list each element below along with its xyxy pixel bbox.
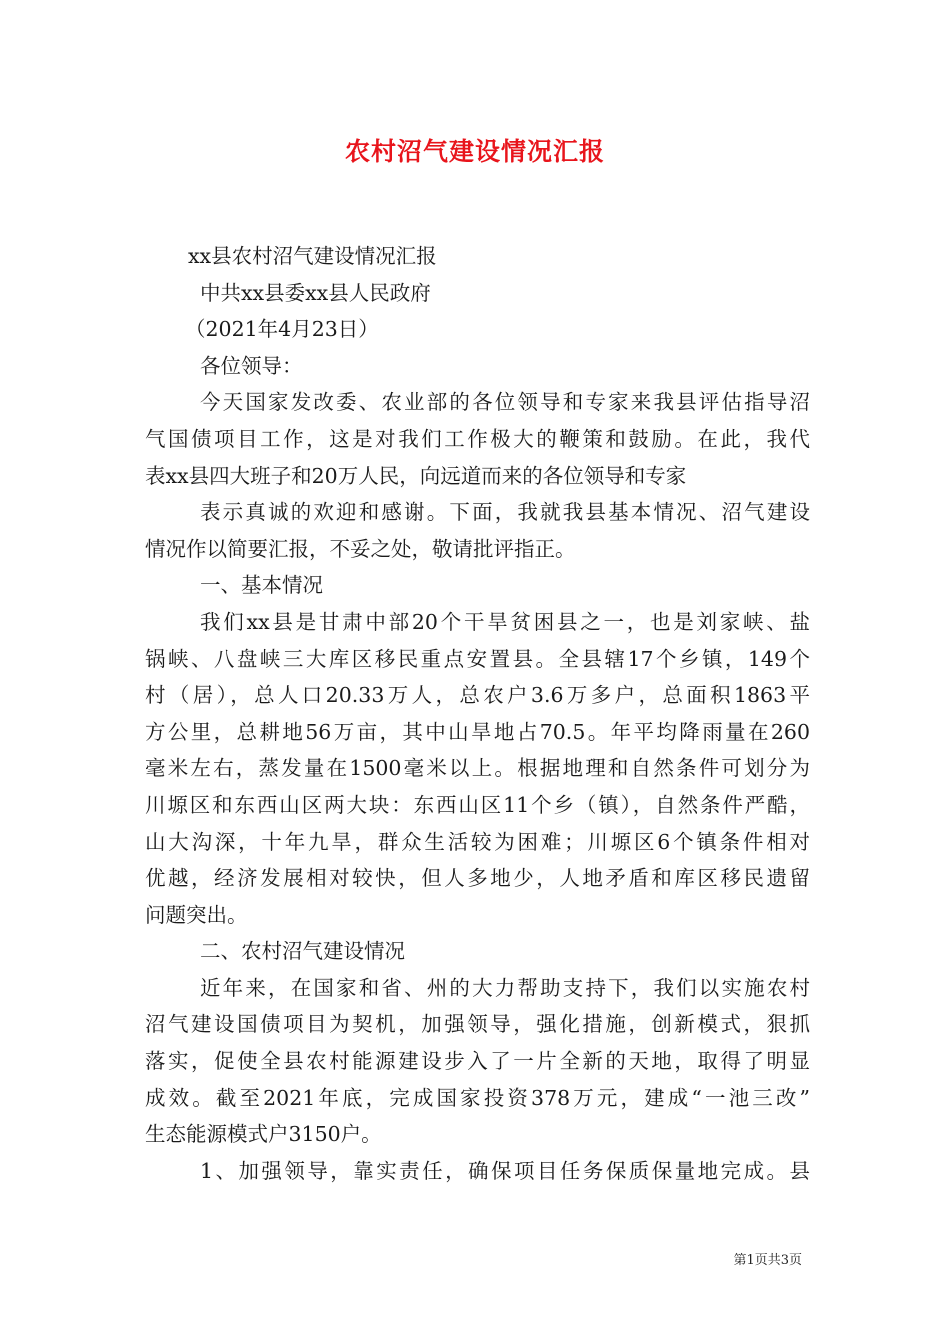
paragraph-line: 山大沟深，十年九旱，群众生活较为困难；川塬区6个镇条件相对 — [145, 829, 810, 854]
section-heading: 一、基本情况 — [200, 573, 323, 598]
paragraph-line: 优越，经济发展相对较快，但人多地少，人地矛盾和库区移民遗留 — [145, 866, 810, 891]
paragraph-line: 成效。截至2021年底，完成国家投资378万元，建成“一池三改” — [145, 1085, 810, 1110]
salutation: 各位领导： — [200, 353, 303, 378]
paragraph-line: 沼气建设国债项目为契机，加强领导，强化措施，创新模式，狠抓 — [145, 1012, 810, 1037]
document-body — [145, 238, 810, 1189]
document-title: 农村沼气建设情况汇报 — [344, 137, 605, 166]
paragraph-line: 村（居），总人口20.33万人，总农户3.6万多户，总面积1863平 — [145, 683, 810, 708]
paragraph-line: 生态能源模式户3150户。 — [145, 1122, 382, 1147]
paragraph-line: 锅峡、八盘峡三大库区移民重点安置县。全县辖17个乡镇，149个 — [145, 646, 810, 671]
paragraph-line: 川塬区和东西山区两大块：东西山区11个乡（镇），自然条件严酷， — [145, 792, 810, 817]
paragraph-line: 问题突出。 — [145, 902, 248, 927]
paragraph-line: 表xx县四大班子和20万人民，向远道而来的各位领导和专家 — [145, 463, 687, 488]
date-line: （2021年4月23日） — [185, 317, 379, 342]
paragraph-line: 1、加强领导，靠实责任，确保项目任务保质保量地完成。县 — [200, 1158, 810, 1183]
paragraph-line: 近年来，在国家和省、州的大力帮助支持下，我们以实施农村 — [200, 975, 810, 1000]
paragraph-line: 我们xx县是甘肃中部20个干旱贫困县之一，也是刘家峡、盐 — [200, 609, 810, 634]
paragraph-line: 气国债项目工作，这是对我们工作极大的鞭策和鼓励。在此，我代 — [145, 426, 810, 451]
section-heading: 二、农村沼气建设情况 — [200, 939, 405, 964]
report-heading: xx县农村沼气建设情况汇报 — [188, 244, 437, 268]
paragraph-line: 表示真诚的欢迎和感谢。下面，我就我县基本情况、沼气建设 — [200, 500, 810, 525]
paragraph-line: 方公里，总耕地56万亩，其中山旱地占70.5。年平均降雨量在260 — [145, 719, 810, 744]
issuer-line: 中共xx县委xx县人民政府 — [200, 280, 431, 305]
page-number: 第1页共3页 — [733, 1253, 802, 1268]
paragraph-line: 毫米左右，蒸发量在1500毫米以上。根据地理和自然条件可划分为 — [145, 756, 810, 781]
paragraph-line: 今天国家发改委、农业部的各位领导和专家来我县评估指导沼 — [200, 390, 810, 415]
paragraph-line: 落实，促使全县农村能源建设步入了一片全新的天地，取得了明显 — [145, 1049, 810, 1074]
paragraph-line: 情况作以简要汇报，不妥之处，敬请批评指正。 — [145, 536, 576, 561]
